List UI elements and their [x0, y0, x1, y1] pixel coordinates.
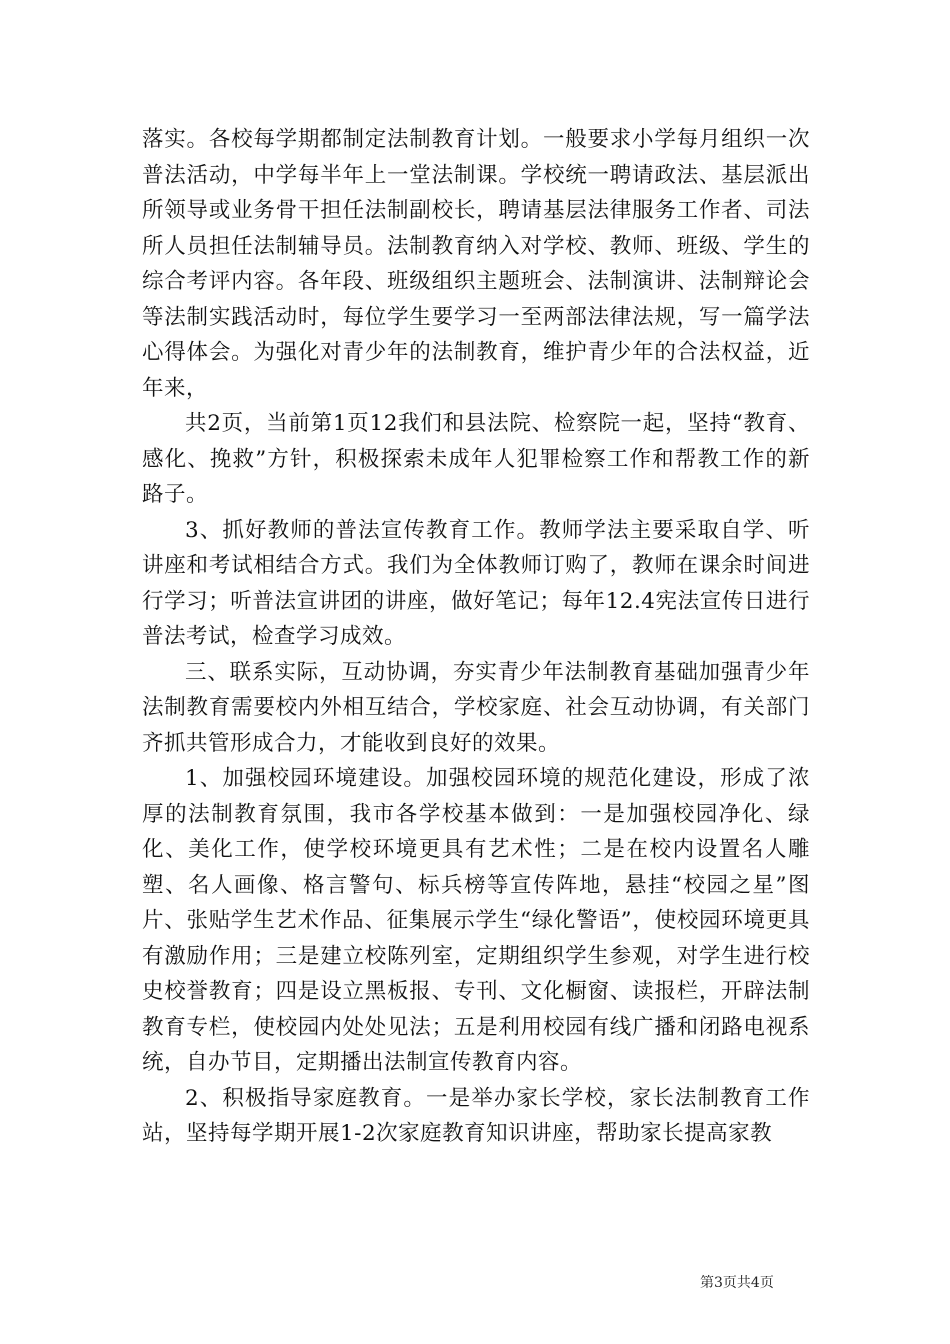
paragraph-teacher-education: 3、抓好教师的普法宣传教育工作。教师学法主要采取自学、听讲座和考试相结合方式。我们为全体教师订购了，教师在课余时间进行学习；听普法宣讲团的讲座，做好笔记；每年12.4宪法宣传日进行普法考试，检查学习成效。 [142, 517, 810, 649]
paragraph-page-note: 共2页，当前第1页12我们和县法院、检察院一起，坚持“教育、感化、挽救”方针，积极探索未成年人犯罪检察工作和帮教工作的新路子。 [142, 411, 810, 507]
paragraph-family-education: 2、积极指导家庭教育。一是举办家长学校，家长法制教育工作站，坚持每学期开展1-2次家庭教育知识讲座，帮助家长提高家教 [142, 1085, 810, 1146]
paragraph-section-three: 三、联系实际，互动协调，夯实青少年法制教育基础加强青少年法制教育需要校内外相互结合，学校家庭、社会互动协调，有关部门齐抓共管形成合力，才能收到良好的效果。 [142, 659, 810, 756]
paragraph-campus-environment: 1、加强校园环境建设。加强校园环境的规范化建设，形成了浓厚的法制教育氛围，我市各学校基本做到：一是加强校园净化、绿化、美化工作，使学校环境更具有艺术性；二是在校内设置名人雕塑、名人画像、格言警句、标兵榜等宣传阵地，悬挂“校园之星”图片、张贴学生艺术作品、征集展示学生“绿化警语”，使校园环境更具有激励作用；三是建立校陈列室，定期组织学生参观，对学生进行校史校誉教育；四是设立黑板报、专刊、文化橱窗、读报栏，开辟法制教育专栏，使校园内处处见法；五是利用校园有线广播和闭路电视系统，自办节目，定期播出法制宣传教育内容。 [142, 766, 810, 1075]
paragraph-continuation: 落实。各校每学期都制定法制教育计划。一般要求小学每月组织一次普法活动，中学每半年上一堂法制课。学校统一聘请政法、基层派出所领导或业务骨干担任法制副校长，聘请基层法律服务工作者、司法所人员担任法制辅导员。法制教育纳入对学校、教师、班级、学生的综合考评内容。各年段、班级组织主题班会、法制演讲、法制辩论会等法制实践活动时，每位学生要学习一至两部法律法规，写一篇学法心得体会。为强化对青少年的法制教育，维护青少年的合法权益，近年来， [142, 127, 810, 401]
page-number-footer: 第3页共4页 [700, 1275, 774, 1291]
document-body [142, 122, 810, 1152]
